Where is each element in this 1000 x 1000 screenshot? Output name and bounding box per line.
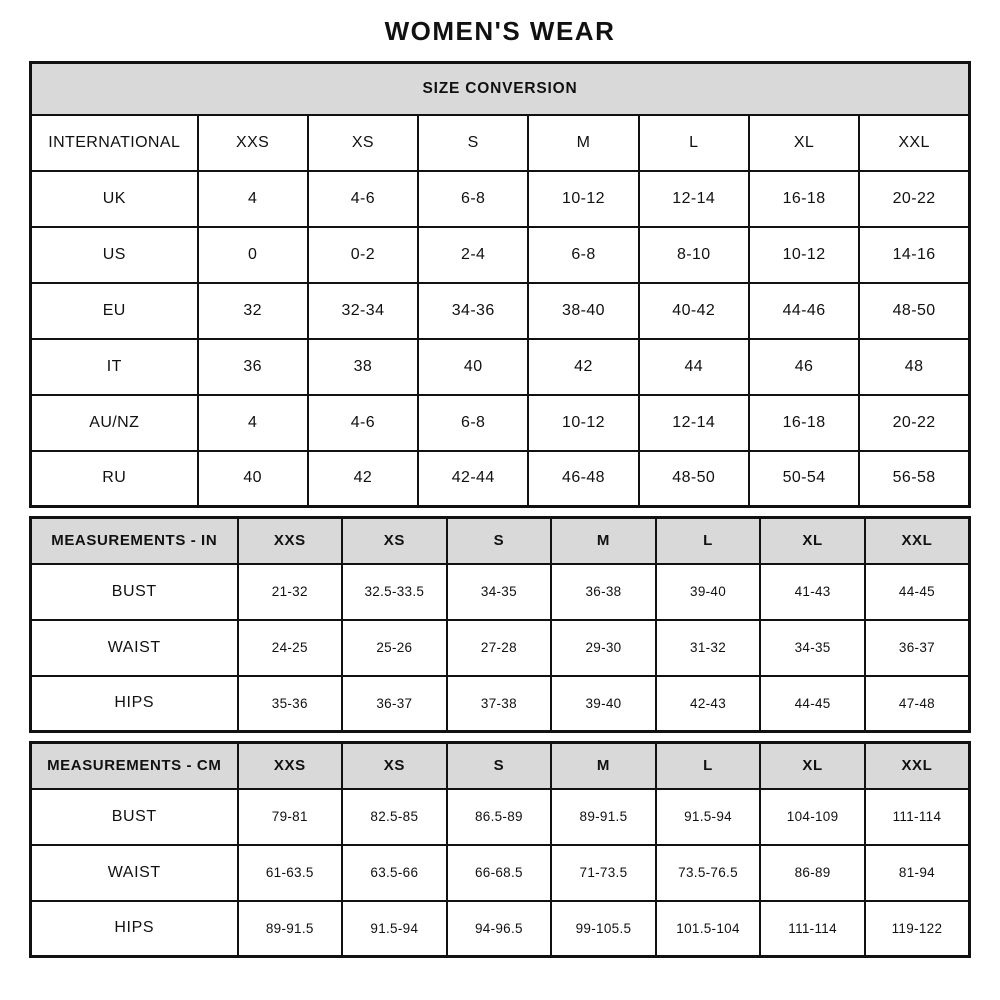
header-size-cell: XXS: [238, 743, 343, 789]
value-cell: 79-81: [238, 789, 343, 845]
value-cell: 42: [308, 451, 418, 507]
value-cell: 6-8: [528, 227, 638, 283]
value-cell: 89-91.5: [551, 789, 656, 845]
value-cell: 4: [198, 171, 308, 227]
value-cell: 56-58: [859, 451, 969, 507]
value-cell: 10-12: [528, 395, 638, 451]
table-row: [31, 283, 970, 339]
value-cell: 111-114: [865, 789, 970, 845]
header-label-cell: INTERNATIONAL: [31, 115, 198, 171]
value-cell: 73.5-76.5: [656, 845, 761, 901]
header-size-cell: L: [656, 518, 761, 564]
header-size-cell: M: [551, 743, 656, 789]
value-cell: 16-18: [749, 395, 859, 451]
row-label-cell: WAIST: [31, 620, 238, 676]
value-cell: 39-40: [656, 564, 761, 620]
header-label-cell: MEASUREMENTS - CM: [31, 743, 238, 789]
value-cell: 63.5-66: [342, 845, 447, 901]
value-cell: 8-10: [639, 227, 749, 283]
header-size-cell: XXS: [238, 518, 343, 564]
table-row: [31, 789, 970, 845]
value-cell: 48-50: [639, 451, 749, 507]
value-cell: 36: [198, 339, 308, 395]
value-cell: 0-2: [308, 227, 418, 283]
value-cell: 4: [198, 395, 308, 451]
size-conversion-table: [29, 61, 971, 508]
value-cell: 44-45: [865, 564, 970, 620]
value-cell: 61-63.5: [238, 845, 343, 901]
value-cell: 44-45: [760, 676, 865, 732]
value-cell: 32: [198, 283, 308, 339]
value-cell: 34-36: [418, 283, 528, 339]
value-cell: 25-26: [342, 620, 447, 676]
value-cell: 104-109: [760, 789, 865, 845]
value-cell: 91.5-94: [342, 901, 447, 957]
value-cell: 35-36: [238, 676, 343, 732]
row-label-cell: UK: [31, 171, 198, 227]
value-cell: 86.5-89: [447, 789, 552, 845]
value-cell: 31-32: [656, 620, 761, 676]
table-row: [31, 451, 970, 507]
value-cell: 10-12: [749, 227, 859, 283]
value-cell: 27-28: [447, 620, 552, 676]
value-cell: 34-35: [447, 564, 552, 620]
value-cell: 12-14: [639, 171, 749, 227]
value-cell: 12-14: [639, 395, 749, 451]
value-cell: 4-6: [308, 171, 418, 227]
header-size-cell: XS: [308, 115, 418, 171]
value-cell: 71-73.5: [551, 845, 656, 901]
header-size-cell: XXL: [865, 518, 970, 564]
header-size-cell: XXS: [198, 115, 308, 171]
row-label-cell: AU/NZ: [31, 395, 198, 451]
table-row: [31, 901, 970, 957]
header-size-cell: XXL: [865, 743, 970, 789]
header-size-cell: M: [551, 518, 656, 564]
row-label-cell: BUST: [31, 564, 238, 620]
value-cell: 36-37: [342, 676, 447, 732]
value-cell: 20-22: [859, 171, 969, 227]
value-cell: 81-94: [865, 845, 970, 901]
value-cell: 119-122: [865, 901, 970, 957]
value-cell: 37-38: [447, 676, 552, 732]
value-cell: 48: [859, 339, 969, 395]
value-cell: 40: [198, 451, 308, 507]
value-cell: 42-43: [656, 676, 761, 732]
header-size-cell: M: [528, 115, 638, 171]
banner-cell: SIZE CONVERSION: [31, 63, 970, 115]
table-row: [31, 339, 970, 395]
header-size-cell: XL: [760, 743, 865, 789]
table-row: [31, 171, 970, 227]
table-row: [31, 676, 970, 732]
value-cell: 42-44: [418, 451, 528, 507]
value-cell: 0: [198, 227, 308, 283]
value-cell: 38-40: [528, 283, 638, 339]
row-label-cell: WAIST: [31, 845, 238, 901]
value-cell: 2-4: [418, 227, 528, 283]
value-cell: 14-16: [859, 227, 969, 283]
value-cell: 46-48: [528, 451, 638, 507]
header-size-cell: XXL: [859, 115, 969, 171]
table-row: [31, 620, 970, 676]
table-row: [31, 395, 970, 451]
row-label-cell: RU: [31, 451, 198, 507]
row-label-cell: EU: [31, 283, 198, 339]
value-cell: 82.5-85: [342, 789, 447, 845]
value-cell: 39-40: [551, 676, 656, 732]
value-cell: 34-35: [760, 620, 865, 676]
value-cell: 10-12: [528, 171, 638, 227]
header-row: [31, 743, 970, 789]
page-title: WOMEN'S WEAR: [384, 16, 616, 46]
value-cell: 47-48: [865, 676, 970, 732]
value-cell: 40-42: [639, 283, 749, 339]
row-label-cell: BUST: [31, 789, 238, 845]
header-size-cell: XL: [760, 518, 865, 564]
banner-row: [31, 63, 970, 115]
value-cell: 21-32: [238, 564, 343, 620]
value-cell: 44: [639, 339, 749, 395]
value-cell: 6-8: [418, 171, 528, 227]
row-label-cell: US: [31, 227, 198, 283]
measurements-cm-table: [29, 741, 971, 958]
header-size-cell: XS: [342, 518, 447, 564]
table-row: [31, 227, 970, 283]
header-size-cell: L: [656, 743, 761, 789]
value-cell: 20-22: [859, 395, 969, 451]
value-cell: 32-34: [308, 283, 418, 339]
value-cell: 48-50: [859, 283, 969, 339]
value-cell: 24-25: [238, 620, 343, 676]
header-row: [31, 518, 970, 564]
value-cell: 86-89: [760, 845, 865, 901]
value-cell: 94-96.5: [447, 901, 552, 957]
value-cell: 38: [308, 339, 418, 395]
table-row: [31, 564, 970, 620]
value-cell: 111-114: [760, 901, 865, 957]
value-cell: 6-8: [418, 395, 528, 451]
table-row: [31, 845, 970, 901]
value-cell: 42: [528, 339, 638, 395]
value-cell: 29-30: [551, 620, 656, 676]
value-cell: 46: [749, 339, 859, 395]
row-label-cell: IT: [31, 339, 198, 395]
header-size-cell: S: [418, 115, 528, 171]
value-cell: 4-6: [308, 395, 418, 451]
value-cell: 36-38: [551, 564, 656, 620]
value-cell: 36-37: [865, 620, 970, 676]
value-cell: 101.5-104: [656, 901, 761, 957]
value-cell: 66-68.5: [447, 845, 552, 901]
value-cell: 91.5-94: [656, 789, 761, 845]
value-cell: 40: [418, 339, 528, 395]
value-cell: 41-43: [760, 564, 865, 620]
value-cell: 50-54: [749, 451, 859, 507]
header-size-cell: S: [447, 743, 552, 789]
header-size-cell: XS: [342, 743, 447, 789]
value-cell: 44-46: [749, 283, 859, 339]
row-label-cell: HIPS: [31, 901, 238, 957]
header-label-cell: MEASUREMENTS - IN: [31, 518, 238, 564]
header-size-cell: XL: [749, 115, 859, 171]
value-cell: 16-18: [749, 171, 859, 227]
header-size-cell: S: [447, 518, 552, 564]
value-cell: 99-105.5: [551, 901, 656, 957]
measurements-in-table: [29, 516, 971, 733]
header-row: [31, 115, 970, 171]
value-cell: 32.5-33.5: [342, 564, 447, 620]
header-size-cell: L: [639, 115, 749, 171]
value-cell: 89-91.5: [238, 901, 343, 957]
row-label-cell: HIPS: [31, 676, 238, 732]
